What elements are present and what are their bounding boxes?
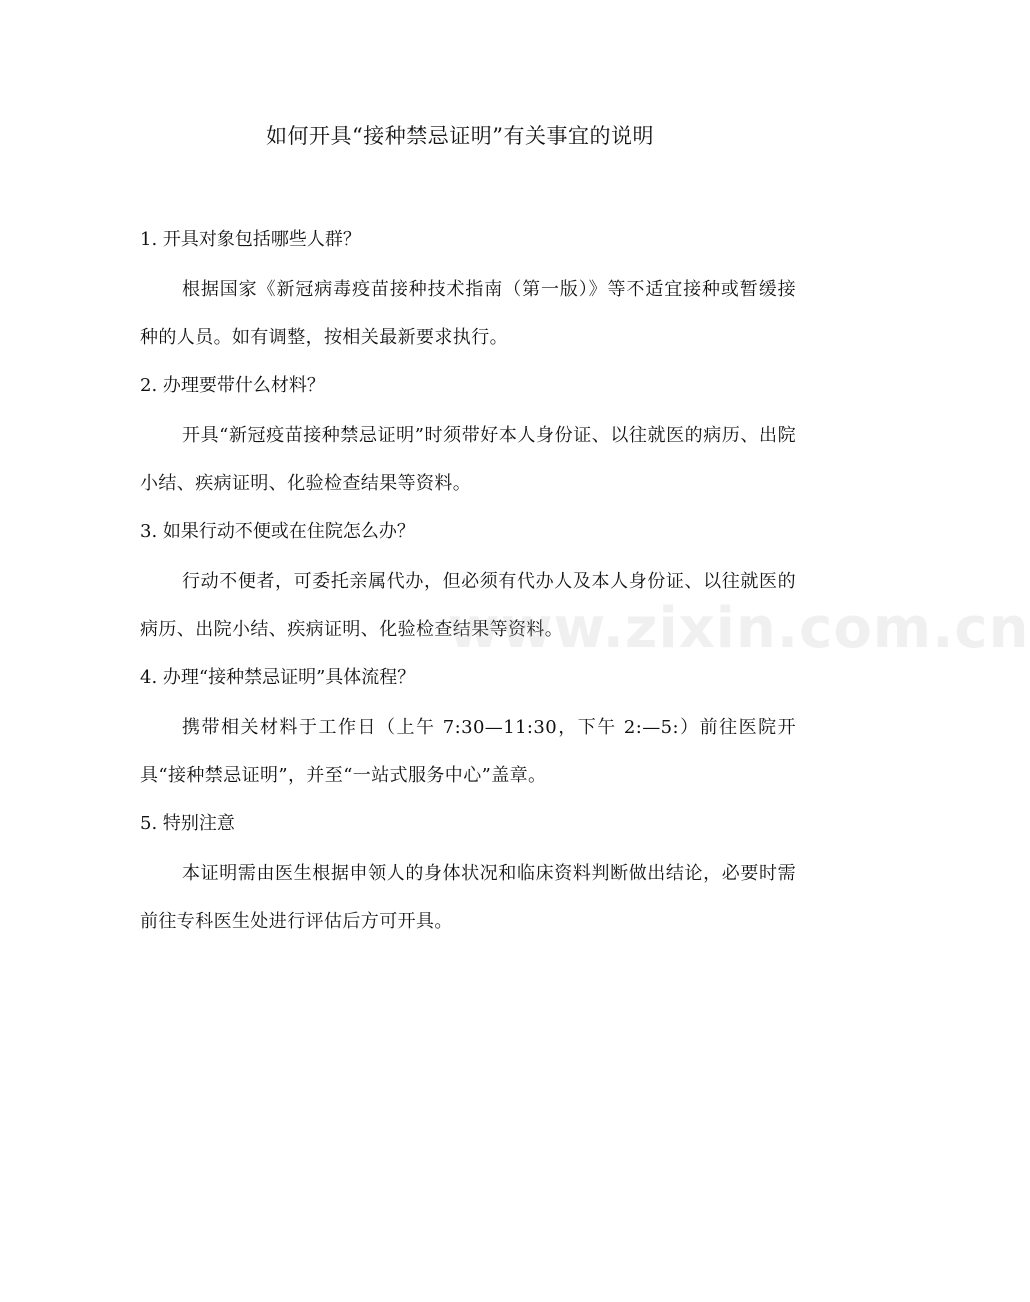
section-heading: 2. 办理要带什么材料？ <box>140 375 325 396</box>
section-heading: 4. 办理“接种禁忌证明”具体流程？ <box>140 667 416 688</box>
section-2 <box>140 370 796 508</box>
section-5 <box>140 808 796 946</box>
section-paragraph: 行动不便者，可委托亲属代办，但必须有代办人及本人身份证、以往就医的病历、出院小结、疾病证明、化验检查结果等资料。 <box>140 571 796 640</box>
section-paragraph: 携带相关材料于工作日（上午 7:30—11:30，下午 2:—5:）前往医院开具“接种禁忌证明”，并至“一站式服务中心”盖章。 <box>140 717 796 786</box>
section-heading: 5. 特别注意 <box>140 813 235 834</box>
section-paragraph: 开具“新冠疫苗接种禁忌证明”时须带好本人身份证、以往就医的病历、出院小结、疾病证明、化验检查结果等资料。 <box>140 425 796 494</box>
section-paragraph: 根据国家《新冠病毒疫苗接种技术指南（第一版）》等不适宜接种或暂缓接种的人员。如有调整，按相关最新要求执行。 <box>140 279 796 348</box>
section-1 <box>140 224 796 362</box>
section-paragraph: 本证明需由医生根据申领人的身体状况和临床资料判断做出结论，必要时需前往专科医生处进行评估后方可开具。 <box>140 863 796 932</box>
section-4 <box>140 662 796 800</box>
watermark: www.zixin.com.cn <box>448 596 1030 661</box>
section-heading: 3. 如果行动不便或在住院怎么办？ <box>140 521 415 542</box>
document-title: 如何开具“接种禁忌证明”有关事宜的说明 <box>266 124 654 148</box>
section-heading: 1. 开具对象包括哪些人群？ <box>140 229 361 250</box>
section-3 <box>140 516 796 654</box>
document-body <box>140 224 796 954</box>
